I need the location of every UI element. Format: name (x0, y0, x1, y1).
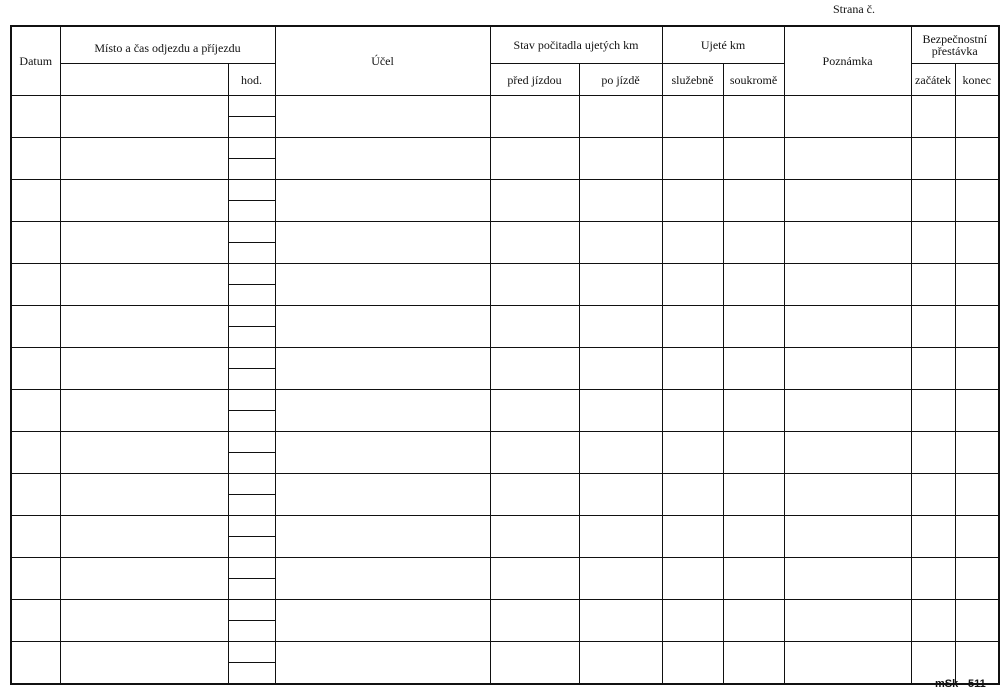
sluzebne-cell[interactable] (662, 474, 723, 516)
misto-cell[interactable] (60, 474, 228, 516)
ucel-cell[interactable] (275, 558, 490, 600)
header-ucel: Účel (275, 26, 490, 96)
konec-cell[interactable] (955, 306, 999, 348)
misto-cell[interactable] (60, 222, 228, 264)
hod-prijezd-cell[interactable] (228, 201, 275, 222)
page-number-label: Strana č. (833, 2, 875, 16)
datum-cell[interactable] (11, 558, 60, 600)
hod-odjezd-cell[interactable] (228, 180, 275, 201)
poznamka-cell[interactable] (784, 600, 911, 642)
misto-cell[interactable] (60, 264, 228, 306)
datum-cell[interactable] (11, 348, 60, 390)
soukrome-cell[interactable] (723, 180, 784, 222)
table-row (11, 432, 999, 453)
poznamka-cell[interactable] (784, 474, 911, 516)
misto-cell[interactable] (60, 600, 228, 642)
stav-po-cell[interactable] (579, 138, 662, 180)
hod-prijezd-cell[interactable] (228, 411, 275, 432)
datum-cell[interactable] (11, 516, 60, 558)
header-ujete-km: Ujeté km (662, 26, 784, 64)
hod-prijezd-cell[interactable] (228, 579, 275, 600)
konec-cell[interactable] (955, 600, 999, 642)
hod-prijezd-cell[interactable] (228, 117, 275, 138)
soukrome-cell[interactable] (723, 516, 784, 558)
hod-prijezd-cell[interactable] (228, 243, 275, 264)
stav-po-cell[interactable] (579, 264, 662, 306)
poznamka-cell[interactable] (784, 138, 911, 180)
soukrome-cell[interactable] (723, 222, 784, 264)
header-soukrome: soukromě (723, 64, 784, 96)
datum-cell[interactable] (11, 96, 60, 138)
soukrome-cell[interactable] (723, 264, 784, 306)
ucel-cell[interactable] (275, 348, 490, 390)
sluzebne-cell[interactable] (662, 432, 723, 474)
datum-cell[interactable] (11, 642, 60, 685)
table-row (11, 264, 999, 285)
header-zacatek: začátek (911, 64, 955, 96)
konec-cell[interactable] (955, 432, 999, 474)
stav-po-cell[interactable] (579, 348, 662, 390)
sluzebne-cell[interactable] (662, 222, 723, 264)
soukrome-cell[interactable] (723, 474, 784, 516)
soukrome-cell[interactable] (723, 96, 784, 138)
header-poznamka: Poznámka (784, 26, 911, 96)
zacatek-cell[interactable] (911, 432, 955, 474)
zacatek-cell[interactable] (911, 264, 955, 306)
table-row (11, 138, 999, 159)
stav-po-cell[interactable] (579, 180, 662, 222)
hod-odjezd-cell[interactable] (228, 264, 275, 285)
konec-cell[interactable] (955, 348, 999, 390)
header-datum: Datum (11, 26, 60, 96)
ucel-cell[interactable] (275, 432, 490, 474)
sluzebne-cell[interactable] (662, 96, 723, 138)
misto-cell[interactable] (60, 516, 228, 558)
misto-cell[interactable] (60, 138, 228, 180)
header-stav-pocitadla: Stav počitadla ujetých km (490, 26, 662, 64)
misto-cell[interactable] (60, 348, 228, 390)
stav-po-cell[interactable] (579, 474, 662, 516)
datum-cell[interactable] (11, 390, 60, 432)
stav-pred-cell[interactable] (490, 558, 579, 600)
konec-cell[interactable] (955, 96, 999, 138)
header-konec: konec (955, 64, 999, 96)
stav-pred-cell[interactable] (490, 390, 579, 432)
sluzebne-cell[interactable] (662, 390, 723, 432)
hod-odjezd-cell[interactable] (228, 222, 275, 243)
header-stav-po: po jízdě (579, 64, 662, 96)
zacatek-cell[interactable] (911, 390, 955, 432)
table-row (11, 222, 999, 243)
hod-prijezd-cell[interactable] (228, 453, 275, 474)
ucel-cell[interactable] (275, 642, 490, 685)
soukrome-cell[interactable] (723, 348, 784, 390)
hod-prijezd-cell[interactable] (228, 327, 275, 348)
poznamka-cell[interactable] (784, 516, 911, 558)
hod-odjezd-cell[interactable] (228, 558, 275, 579)
zacatek-cell[interactable] (911, 180, 955, 222)
hod-odjezd-cell[interactable] (228, 390, 275, 411)
soukrome-cell[interactable] (723, 432, 784, 474)
hod-odjezd-cell[interactable] (228, 306, 275, 327)
stav-pred-cell[interactable] (490, 432, 579, 474)
konec-cell[interactable] (955, 390, 999, 432)
stav-pred-cell[interactable] (490, 264, 579, 306)
header-bezpecnostni-prestavka: Bezpečnostní přestávka (911, 26, 999, 64)
datum-cell[interactable] (11, 180, 60, 222)
datum-cell[interactable] (11, 306, 60, 348)
misto-cell[interactable] (60, 642, 228, 685)
hod-odjezd-cell[interactable] (228, 642, 275, 663)
hod-prijezd-cell[interactable] (228, 159, 275, 180)
misto-cell[interactable] (60, 432, 228, 474)
poznamka-cell[interactable] (784, 642, 911, 685)
sluzebne-cell[interactable] (662, 348, 723, 390)
poznamka-cell[interactable] (784, 306, 911, 348)
poznamka-cell[interactable] (784, 96, 911, 138)
soukrome-cell[interactable] (723, 390, 784, 432)
stav-po-cell[interactable] (579, 222, 662, 264)
poznamka-cell[interactable] (784, 222, 911, 264)
ucel-cell[interactable] (275, 180, 490, 222)
sluzebne-cell[interactable] (662, 516, 723, 558)
konec-cell[interactable] (955, 474, 999, 516)
hod-prijezd-cell[interactable] (228, 663, 275, 685)
stav-po-cell[interactable] (579, 432, 662, 474)
konec-cell[interactable] (955, 138, 999, 180)
travel-logbook-table (10, 25, 1000, 685)
soukrome-cell[interactable] (723, 642, 784, 685)
poznamka-cell[interactable] (784, 264, 911, 306)
sluzebne-cell[interactable] (662, 306, 723, 348)
stav-pred-cell[interactable] (490, 348, 579, 390)
table-row (11, 306, 999, 327)
table-row (11, 642, 999, 663)
konec-cell[interactable] (955, 180, 999, 222)
zacatek-cell[interactable] (911, 516, 955, 558)
soukrome-cell[interactable] (723, 600, 784, 642)
stav-po-cell[interactable] (579, 96, 662, 138)
ucel-cell[interactable] (275, 474, 490, 516)
stav-po-cell[interactable] (579, 306, 662, 348)
ucel-cell[interactable] (275, 96, 490, 138)
ucel-cell[interactable] (275, 390, 490, 432)
soukrome-cell[interactable] (723, 558, 784, 600)
konec-cell[interactable] (955, 222, 999, 264)
soukrome-cell[interactable] (723, 138, 784, 180)
stav-pred-cell[interactable] (490, 180, 579, 222)
hod-odjezd-cell[interactable] (228, 96, 275, 117)
datum-cell[interactable] (11, 474, 60, 516)
stav-pred-cell[interactable] (490, 138, 579, 180)
stav-pred-cell[interactable] (490, 222, 579, 264)
ucel-cell[interactable] (275, 222, 490, 264)
table-row (11, 348, 999, 369)
stav-po-cell[interactable] (579, 516, 662, 558)
zacatek-cell[interactable] (911, 138, 955, 180)
table-row (11, 600, 999, 621)
table-row (11, 474, 999, 495)
hod-odjezd-cell[interactable] (228, 474, 275, 495)
datum-cell[interactable] (11, 222, 60, 264)
stav-po-cell[interactable] (579, 600, 662, 642)
datum-cell[interactable] (11, 138, 60, 180)
sluzebne-cell[interactable] (662, 138, 723, 180)
hod-prijezd-cell[interactable] (228, 621, 275, 642)
hod-prijezd-cell[interactable] (228, 285, 275, 306)
soukrome-cell[interactable] (723, 306, 784, 348)
poznamka-cell[interactable] (784, 390, 911, 432)
misto-cell[interactable] (60, 390, 228, 432)
hod-odjezd-cell[interactable] (228, 138, 275, 159)
ucel-cell[interactable] (275, 264, 490, 306)
ucel-cell[interactable] (275, 306, 490, 348)
misto-cell[interactable] (60, 96, 228, 138)
poznamka-cell[interactable] (784, 348, 911, 390)
zacatek-cell[interactable] (911, 306, 955, 348)
ucel-cell[interactable] (275, 516, 490, 558)
misto-cell[interactable] (60, 558, 228, 600)
zacatek-cell[interactable] (911, 222, 955, 264)
datum-cell[interactable] (11, 432, 60, 474)
stav-po-cell[interactable] (579, 558, 662, 600)
stav-pred-cell[interactable] (490, 96, 579, 138)
sluzebne-cell[interactable] (662, 264, 723, 306)
konec-cell[interactable] (955, 264, 999, 306)
table-row (11, 558, 999, 579)
form-code: mSk - 511 (935, 678, 986, 690)
header-hod: hod. (228, 64, 275, 96)
stav-pred-cell[interactable] (490, 642, 579, 685)
table-row (11, 390, 999, 411)
hod-odjezd-cell[interactable] (228, 516, 275, 537)
stav-po-cell[interactable] (579, 390, 662, 432)
sluzebne-cell[interactable] (662, 558, 723, 600)
zacatek-cell[interactable] (911, 600, 955, 642)
hod-odjezd-cell[interactable] (228, 600, 275, 621)
poznamka-cell[interactable] (784, 558, 911, 600)
table-row (11, 516, 999, 537)
hod-prijezd-cell[interactable] (228, 495, 275, 516)
sluzebne-cell[interactable] (662, 642, 723, 685)
hod-prijezd-cell[interactable] (228, 369, 275, 390)
zacatek-cell[interactable] (911, 474, 955, 516)
misto-cell[interactable] (60, 306, 228, 348)
poznamka-cell[interactable] (784, 180, 911, 222)
zacatek-cell[interactable] (911, 96, 955, 138)
stav-pred-cell[interactable] (490, 600, 579, 642)
header-misto: Místo a čas odjezdu a příjezdu (60, 26, 275, 64)
konec-cell[interactable] (955, 516, 999, 558)
hod-odjezd-cell[interactable] (228, 348, 275, 369)
table-row (11, 96, 999, 117)
header-stav-pred: před jízdou (490, 64, 579, 96)
misto-cell[interactable] (60, 180, 228, 222)
zacatek-cell[interactable] (911, 348, 955, 390)
datum-cell[interactable] (11, 600, 60, 642)
stav-pred-cell[interactable] (490, 306, 579, 348)
stav-pred-cell[interactable] (490, 474, 579, 516)
stav-pred-cell[interactable] (490, 516, 579, 558)
ucel-cell[interactable] (275, 138, 490, 180)
konec-cell[interactable] (955, 558, 999, 600)
hod-prijezd-cell[interactable] (228, 537, 275, 558)
header-sluzebne: služebně (662, 64, 723, 96)
zacatek-cell[interactable] (911, 558, 955, 600)
ucel-cell[interactable] (275, 600, 490, 642)
stav-po-cell[interactable] (579, 642, 662, 685)
hod-odjezd-cell[interactable] (228, 432, 275, 453)
datum-cell[interactable] (11, 264, 60, 306)
sluzebne-cell[interactable] (662, 600, 723, 642)
poznamka-cell[interactable] (784, 432, 911, 474)
sluzebne-cell[interactable] (662, 180, 723, 222)
table-row (11, 180, 999, 201)
